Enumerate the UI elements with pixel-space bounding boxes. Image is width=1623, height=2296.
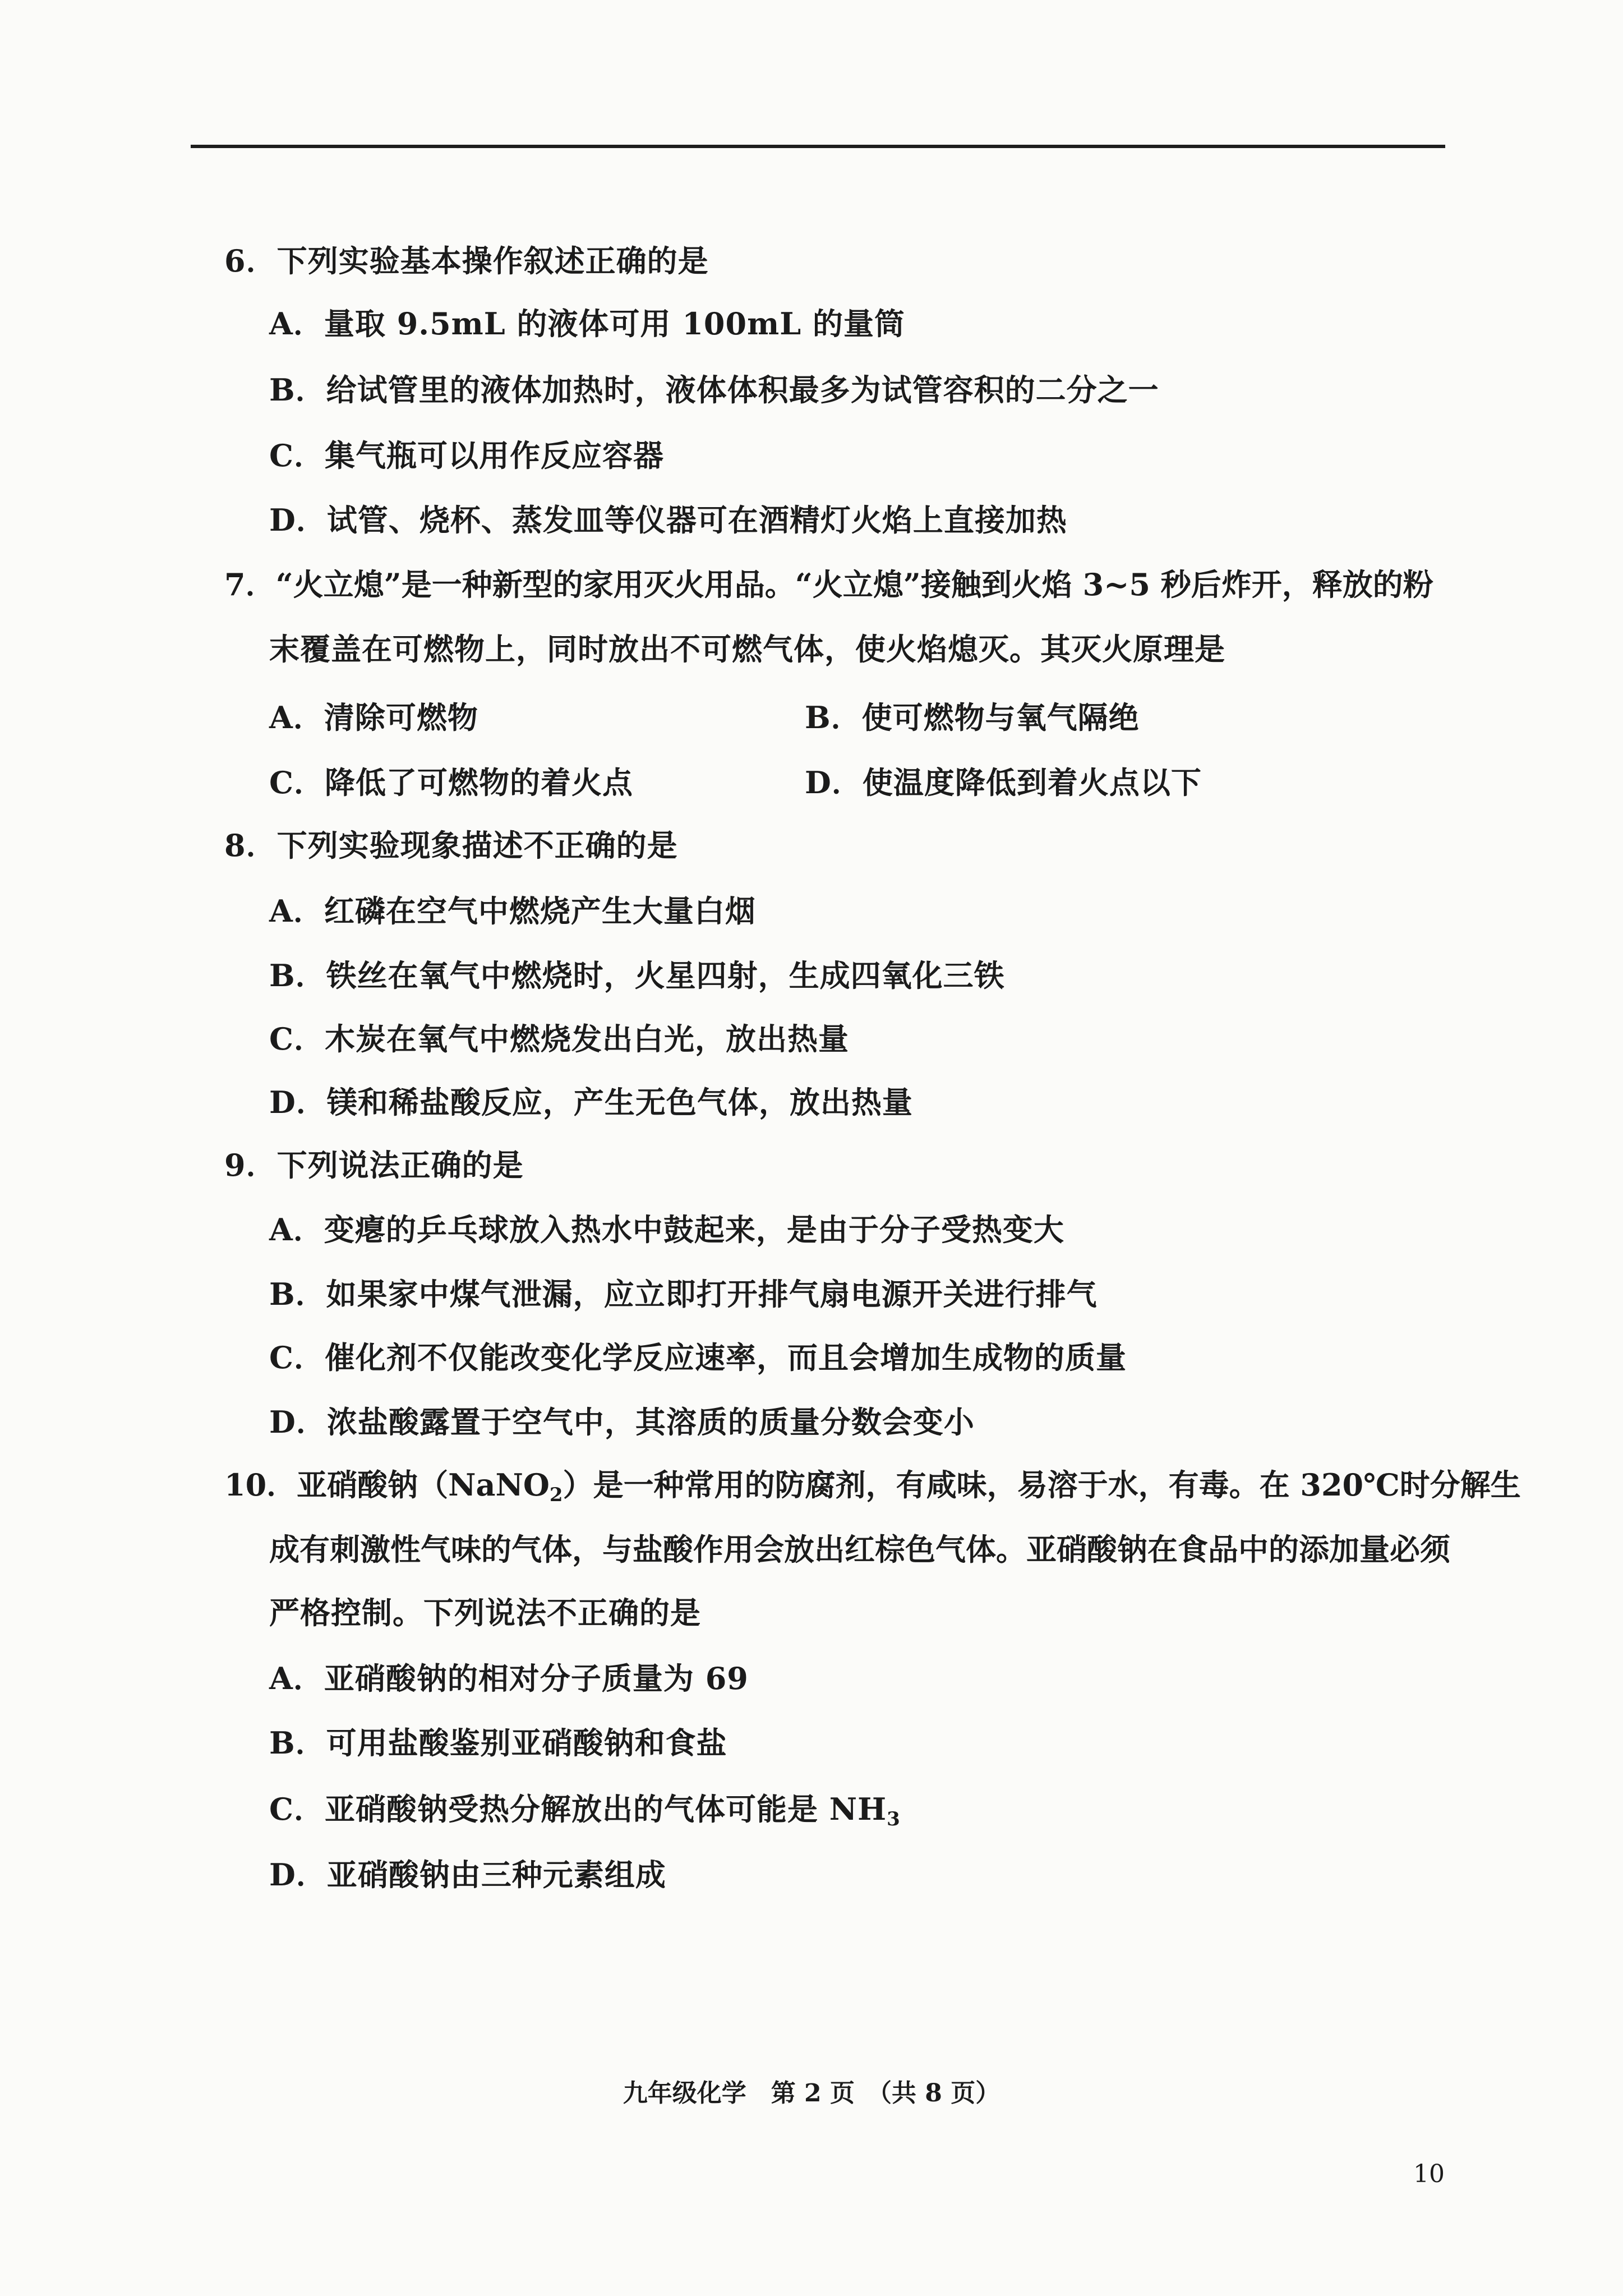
q6-option-d: D．试管、烧杯、蒸发皿等仪器可在酒精灯火焰上直接加热 (269, 502, 1067, 538)
q10-stem-line3: 严格控制。下列说法不正确的是 (269, 1595, 701, 1631)
q10-stem-line2: 成有刺激性气味的气体，与盐酸作用会放出红棕色气体。亚硝酸钠在食品中的添加量必须 (269, 1531, 1450, 1567)
q9-option-a: A．变瘪的乒乓球放入热水中鼓起来，是由于分子受热变大 (269, 1212, 1064, 1248)
q8-option-d: D．镁和稀盐酸反应，产生无色气体，放出热量 (269, 1084, 913, 1120)
q7-option-a: A．清除可燃物 (269, 700, 478, 735)
page-number: 10 (1413, 2160, 1445, 2188)
q9-option-c: C．催化剂不仅能改变化学反应速率，而且会增加生成物的质量 (269, 1340, 1127, 1375)
q10-option-b: B．可用盐酸鉴别亚硝酸钠和食盐 (269, 1725, 727, 1761)
q10-option-a: A．亚硝酸钠的相对分子质量为 69 (269, 1660, 749, 1696)
q9-option-d: D．浓盐酸露置于空气中，其溶质的质量分数会变小 (269, 1404, 975, 1440)
q10-stem-line1-post: ）是一种常用的防腐剂，有咸味，易溶于水，有毒。在 320℃时分解生 (562, 1467, 1521, 1503)
q7-option-b: B．使可燃物与氧气隔绝 (805, 700, 1140, 735)
q6-option-b: B．给试管里的液体加热时，液体体积最多为试管容积的二分之一 (269, 372, 1159, 408)
q10-option-c (269, 1791, 901, 1830)
q7-option-d: D．使温度降低到着火点以下 (805, 765, 1202, 800)
q10-stem-line1-pre: 10．亚硝酸钠（NaNO (224, 1467, 550, 1503)
page-footer: 九年级化学 第 2 页 （共 8 页） (623, 2079, 1000, 2108)
q8-option-a: A．红磷在空气中燃烧产生大量白烟 (269, 893, 756, 929)
header-rule (191, 145, 1445, 148)
q8-option-c: C．木炭在氧气中燃烧发出白光，放出热量 (269, 1021, 849, 1057)
q9-stem: 9．下列说法正确的是 (224, 1147, 524, 1183)
q9-option-b: B．如果家中煤气泄漏，应立即打开排气扇电源开关进行排气 (269, 1276, 1098, 1312)
q8-stem: 8．下列实验现象描述不正确的是 (224, 827, 678, 863)
q6-option-a: A．量取 9.5mL 的液体可用 100mL 的量筒 (269, 306, 905, 342)
q7-option-c: C．降低了可燃物的着火点 (269, 765, 633, 800)
q7-stem-line1: 7．“火立熄”是一种新型的家用灭火用品。“火立熄”接触到火焰 3~5 秒后炸开，释放的粉 (224, 567, 1433, 602)
q10-option-d: D．亚硝酸钠由三种元素组成 (269, 1857, 666, 1893)
q10-stem-line1 (224, 1467, 1521, 1506)
q8-option-b: B．铁丝在氧气中燃烧时，火星四射，生成四氧化三铁 (269, 958, 1005, 993)
q10-subscript-2: 2 (549, 1484, 563, 1506)
q7-stem-line2: 末覆盖在可燃物上，同时放出不可燃气体，使火焰熄灭。其灭火原理是 (269, 631, 1225, 667)
q10-subscript-3: 3 (887, 1808, 901, 1830)
q10-option-c-text: C．亚硝酸钠受热分解放出的气体可能是 NH (269, 1791, 887, 1827)
q6-stem: 6．下列实验基本操作叙述正确的是 (224, 243, 709, 279)
q6-option-c: C．集气瓶可以用作反应容器 (269, 438, 664, 473)
